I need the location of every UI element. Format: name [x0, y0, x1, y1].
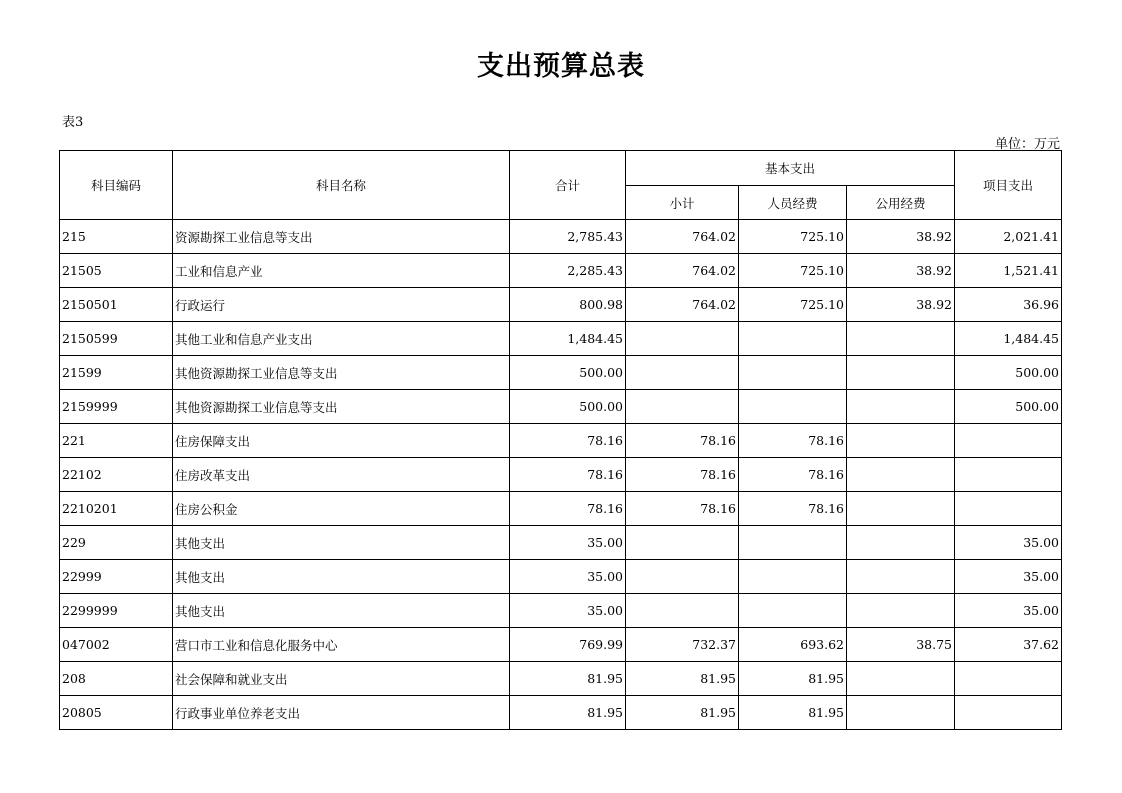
table-row — [60, 220, 1062, 254]
cell-project: 500.00 — [955, 356, 1062, 390]
page-title: 支出预算总表 — [477, 51, 645, 82]
cell-subtotal — [626, 356, 739, 390]
cell-name: 其他资源勘探工业信息等支出 — [173, 356, 510, 390]
cell-personnel — [739, 322, 847, 356]
cell-personnel — [739, 526, 847, 560]
cell-public — [847, 526, 955, 560]
cell-subtotal: 78.16 — [626, 424, 739, 458]
cell-total: 81.95 — [510, 696, 626, 730]
cell-personnel: 81.95 — [739, 662, 847, 696]
cell-project — [955, 424, 1062, 458]
cell-subtotal: 81.95 — [626, 696, 739, 730]
cell-name: 行政事业单位养老支出 — [173, 696, 510, 730]
cell-code: 21599 — [60, 356, 173, 390]
cell-name: 其他支出 — [173, 594, 510, 628]
cell-code: 221 — [60, 424, 173, 458]
cell-code: 2159999 — [60, 390, 173, 424]
cell-code: 2150599 — [60, 322, 173, 356]
table-row — [60, 288, 1062, 322]
cell-code: 22999 — [60, 560, 173, 594]
table-row — [60, 356, 1062, 390]
cell-project — [955, 458, 1062, 492]
cell-public — [847, 424, 955, 458]
cell-code: 208 — [60, 662, 173, 696]
table-row — [60, 526, 1062, 560]
cell-project: 1,521.41 — [955, 254, 1062, 288]
cell-total: 2,785.43 — [510, 220, 626, 254]
cell-public — [847, 696, 955, 730]
cell-personnel — [739, 390, 847, 424]
cell-public: 38.92 — [847, 220, 955, 254]
cell-project: 35.00 — [955, 560, 1062, 594]
budget-table-body — [60, 220, 1062, 730]
cell-total: 1,484.45 — [510, 322, 626, 356]
cell-code: 229 — [60, 526, 173, 560]
cell-subtotal — [626, 560, 739, 594]
cell-name: 其他资源勘探工业信息等支出 — [173, 390, 510, 424]
cell-personnel — [739, 356, 847, 390]
cell-public — [847, 662, 955, 696]
cell-total: 800.98 — [510, 288, 626, 322]
cell-personnel: 81.95 — [739, 696, 847, 730]
cell-code: 22102 — [60, 458, 173, 492]
header-public: 公用经费 — [847, 186, 955, 220]
cell-total: 35.00 — [510, 560, 626, 594]
cell-personnel — [739, 594, 847, 628]
cell-subtotal: 764.02 — [626, 288, 739, 322]
cell-public: 38.92 — [847, 254, 955, 288]
cell-project: 1,484.45 — [955, 322, 1062, 356]
cell-public: 38.92 — [847, 288, 955, 322]
cell-subtotal: 732.37 — [626, 628, 739, 662]
cell-subtotal: 81.95 — [626, 662, 739, 696]
cell-total: 78.16 — [510, 424, 626, 458]
cell-name: 行政运行 — [173, 288, 510, 322]
cell-project — [955, 662, 1062, 696]
table-row — [60, 560, 1062, 594]
cell-personnel: 78.16 — [739, 492, 847, 526]
table-row — [60, 628, 1062, 662]
header-basic: 基本支出 — [626, 151, 955, 186]
cell-public — [847, 458, 955, 492]
cell-personnel: 78.16 — [739, 458, 847, 492]
cell-subtotal: 764.02 — [626, 254, 739, 288]
cell-subtotal: 78.16 — [626, 458, 739, 492]
cell-total: 500.00 — [510, 356, 626, 390]
cell-project: 37.62 — [955, 628, 1062, 662]
cell-total: 500.00 — [510, 390, 626, 424]
cell-subtotal — [626, 322, 739, 356]
header-project: 项目支出 — [955, 151, 1062, 220]
cell-personnel: 78.16 — [739, 424, 847, 458]
cell-personnel: 725.10 — [739, 220, 847, 254]
cell-project: 35.00 — [955, 526, 1062, 560]
cell-subtotal: 764.02 — [626, 220, 739, 254]
cell-total: 2,285.43 — [510, 254, 626, 288]
cell-subtotal — [626, 390, 739, 424]
cell-public — [847, 492, 955, 526]
cell-personnel: 725.10 — [739, 254, 847, 288]
cell-name: 资源勘探工业信息等支出 — [173, 220, 510, 254]
table-row — [60, 254, 1062, 288]
header-personnel: 人员经费 — [739, 186, 847, 220]
table-row — [60, 594, 1062, 628]
budget-table — [59, 150, 1062, 730]
header-total: 合计 — [510, 151, 626, 220]
cell-name: 其他支出 — [173, 526, 510, 560]
cell-personnel — [739, 560, 847, 594]
cell-public — [847, 560, 955, 594]
cell-subtotal — [626, 594, 739, 628]
cell-name: 工业和信息产业 — [173, 254, 510, 288]
table-row — [60, 492, 1062, 526]
cell-subtotal — [626, 526, 739, 560]
cell-name: 住房公积金 — [173, 492, 510, 526]
cell-name: 其他支出 — [173, 560, 510, 594]
cell-public — [847, 594, 955, 628]
cell-code: 2299999 — [60, 594, 173, 628]
cell-project — [955, 492, 1062, 526]
cell-public: 38.75 — [847, 628, 955, 662]
cell-public — [847, 390, 955, 424]
cell-total: 769.99 — [510, 628, 626, 662]
cell-code: 20805 — [60, 696, 173, 730]
cell-code: 2150501 — [60, 288, 173, 322]
header-name: 科目名称 — [173, 151, 510, 220]
table-row — [60, 458, 1062, 492]
table-row — [60, 424, 1062, 458]
cell-code: 047002 — [60, 628, 173, 662]
cell-project — [955, 696, 1062, 730]
table-row — [60, 322, 1062, 356]
cell-total: 81.95 — [510, 662, 626, 696]
cell-project: 35.00 — [955, 594, 1062, 628]
cell-public — [847, 322, 955, 356]
cell-project: 500.00 — [955, 390, 1062, 424]
cell-subtotal: 78.16 — [626, 492, 739, 526]
cell-personnel: 725.10 — [739, 288, 847, 322]
table-row — [60, 662, 1062, 696]
header-subtotal: 小计 — [626, 186, 739, 220]
cell-project: 36.96 — [955, 288, 1062, 322]
header-code: 科目编码 — [60, 151, 173, 220]
cell-total: 35.00 — [510, 526, 626, 560]
table-row — [60, 696, 1062, 730]
cell-total: 35.00 — [510, 594, 626, 628]
table-row — [60, 390, 1062, 424]
unit-label: 单位：万元 — [994, 137, 1060, 152]
cell-name: 住房改革支出 — [173, 458, 510, 492]
cell-personnel: 693.62 — [739, 628, 847, 662]
cell-code: 2210201 — [60, 492, 173, 526]
cell-public — [847, 356, 955, 390]
cell-code: 215 — [60, 220, 173, 254]
cell-total: 78.16 — [510, 458, 626, 492]
cell-name: 住房保障支出 — [173, 424, 510, 458]
cell-name: 营口市工业和信息化服务中心 — [173, 628, 510, 662]
cell-project: 2,021.41 — [955, 220, 1062, 254]
cell-name: 其他工业和信息产业支出 — [173, 322, 510, 356]
cell-code: 21505 — [60, 254, 173, 288]
cell-name: 社会保障和就业支出 — [173, 662, 510, 696]
cell-total: 78.16 — [510, 492, 626, 526]
table-number: 表3 — [62, 115, 84, 130]
